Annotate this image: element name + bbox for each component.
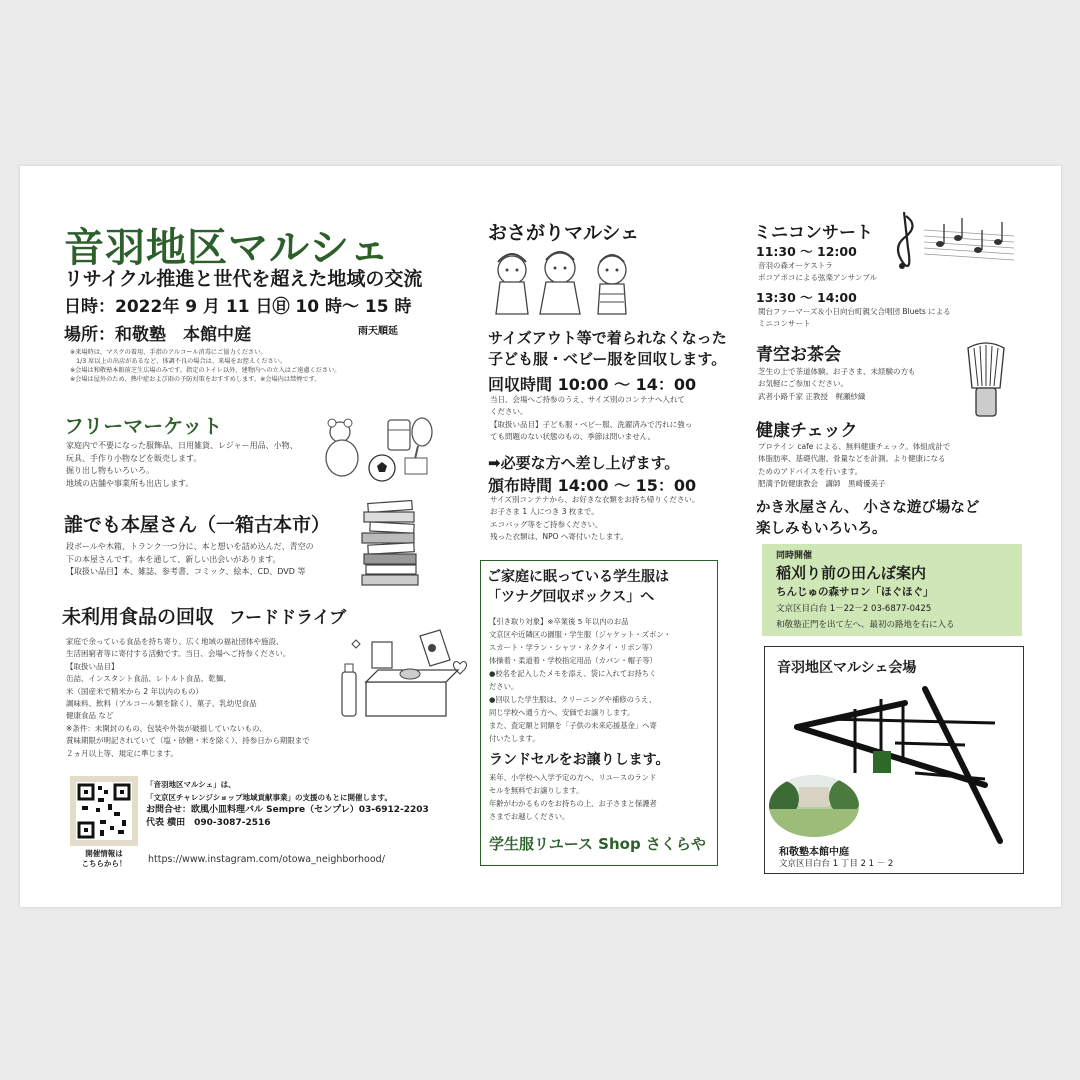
text-line: エコバッグ等をご持参ください。 <box>490 519 603 529</box>
health-heading: 健康チェック <box>756 421 858 441</box>
book-stack-illustration <box>360 500 422 586</box>
text-line: 文京区や近隣区の園服・学生服（ジャケット・ズボン・ <box>489 630 671 639</box>
notice-line: ※会場は屋外のため、熱中症および雨の予防対策をおすすめします。※会場内は禁煙です。 <box>70 376 321 383</box>
text-line: ※条件：未開封のもの、包装や外装が破損していないもの、 <box>66 723 267 733</box>
osagari-heading: おさがりマルシェ <box>488 222 640 244</box>
text-line: ても問題のない状態のもの、季節は問いません。 <box>490 432 656 442</box>
text-line: 関台ファーマーズ＆小日向台町親父合唱団 Bluets による <box>758 307 951 316</box>
svg-text:・: ・ <box>935 737 939 742</box>
event-date: 日時：2022年 9 月 11 日㊐ 10 時～ 15 時 <box>64 297 412 317</box>
children-illustration <box>488 248 638 320</box>
support-line: 「文京区チャレンジショップ地域貢献事業」の支援のもとに開催します。 <box>146 793 392 802</box>
notice-line: 1/3 席以上の出店があるなど、体調不良の場合は、来場をお控えください。 <box>70 358 287 365</box>
event-place: 場所：和敬塾 本館中庭 <box>64 325 251 345</box>
uniform-heading-line: 「ツナグ回収ボックス」へ <box>487 589 655 605</box>
text-line: 付いたします。 <box>489 734 540 743</box>
text-line: ２ヵ月以上等、規定に準じます。 <box>66 748 178 758</box>
books-text <box>66 541 366 579</box>
text-line: 調味料、飲料（アルコール類を除く）、菓子、乳幼児食品 <box>66 699 257 709</box>
text-line: 残った衣類は、NPO へ寄付いたします。 <box>490 532 628 542</box>
instagram-url[interactable]: https://www.instagram.com/otowa_neighborhood/ <box>148 854 385 865</box>
food-box-illustration <box>332 624 472 720</box>
text-line: 肥満予防健康教会 講師 黒崎優美子 <box>758 479 886 489</box>
concert-heading: ミニコンサート <box>754 223 873 243</box>
concert-time-2: 13:30 ～ 14:00 <box>756 290 857 305</box>
contact-line: 代表 横田 090-3087-2516 <box>146 818 271 828</box>
tanbo-sub: ちんじゅの森サロン「ほぐほぐ」 <box>776 586 934 598</box>
map-heading: 音羽地区マルシェ会場 <box>777 660 917 676</box>
food-heading-main: 未利用食品の回収 <box>62 606 215 628</box>
support-line: 「音羽地区マルシェ」は、 <box>146 780 236 789</box>
text-line: 当日、会場へご持参のうえ、サイズ別のコンテナへ入れて <box>490 395 685 404</box>
contact-line: お問合せ：欧風小皿料理バル Sempre（センプレ）03-6912-2203 <box>146 805 429 815</box>
notice-line: ※会場は和敬塾本館前芝生広場のみです。指定のトイレ以外、建物内への立入はご遠慮ください。 <box>70 367 341 374</box>
text-line: ●回収した学生服は、クリーニングや補修のうえ、 <box>489 695 657 704</box>
text-line: 【取扱い品目】本、雑誌、参考書、コミック、絵本、CD、DVD 等 <box>66 567 306 576</box>
text-line: 楽しみもいろいろ。 <box>756 521 887 537</box>
randsel-heading: ランドセルをお譲りします。 <box>489 752 670 768</box>
concert-text-2 <box>758 306 1018 331</box>
text-line: 【取扱い品目】 <box>66 661 119 671</box>
flyer-paper <box>20 166 1061 907</box>
text-line: さまでお越しください。 <box>489 812 570 821</box>
text-line: お気軽にご参加ください。 <box>758 379 848 389</box>
text-line: スカート・学ラン・シャツ・ネクタイ・リボン等） <box>489 643 657 652</box>
text-line: 家庭で余っている食品を持ち寄り、広く地域の福祉団体や施設、 <box>66 637 284 646</box>
text-line: ください。 <box>490 407 528 417</box>
rain-note: 雨天順延 <box>358 326 398 337</box>
text-line: 下の本屋さんです。本を通して、新しい出会いがあります。 <box>66 554 281 564</box>
map-address: 文京区目白台 1 丁目 2 1 － 2 <box>779 859 894 869</box>
lead-line: 子ども服・ベビー服を回収します。 <box>488 350 727 368</box>
text-line: また、査定額と同額を「子供の未来応援基金」へ寄 <box>489 721 657 730</box>
uniform-text <box>489 615 715 745</box>
toys-illustration <box>320 410 440 488</box>
text-line: サイズ別コンテナから、お好きな衣類をお持ち帰りください。 <box>490 495 700 504</box>
food-heading-sub: フードドライブ <box>228 608 347 628</box>
text-line: 【取扱い品目】子ども服・ベビー服、洗濯済みで汚れに強っ <box>490 419 693 429</box>
text-line: 家庭内で不要になった服飾品、日用雑貨、レジャー用品、小物、 <box>66 441 298 450</box>
text-line: 米（国産米で精米から 2 年以内のもの） <box>66 686 204 696</box>
text-line: 芝生の上で茶道体験。お子さま、未経験の方も <box>758 367 916 376</box>
tanbo-directions: 和敬塾正門を出て左へ、最初の路地を右に入る <box>776 620 955 630</box>
food-text <box>66 636 366 760</box>
text-line: プロテイン cafe による、無料健康チェック。体組成計で <box>758 442 951 451</box>
qr-caption-line: 開催情報は <box>85 849 123 858</box>
distribution-time: 頒布時間 14:00 ～ 15：00 <box>488 476 697 495</box>
concert-text-1 <box>758 260 1008 285</box>
lead-line: サイズアウト等で着られなくなった <box>488 329 727 347</box>
venue-photo <box>769 775 859 837</box>
text-line: ●校名を記入したメモを添え、袋に入れてお持ちく <box>489 669 657 678</box>
text-line: 地域の店舗や事業所も出店します。 <box>66 478 194 488</box>
concert-time-1: 11:30 ～ 12:00 <box>756 244 857 259</box>
venue-map-box <box>764 646 1024 874</box>
tea-heading: 青空お茶会 <box>756 345 841 365</box>
flyer-subtitle: リサイクル推進と世代を超えた地域の交流 <box>64 268 423 290</box>
text-line: 生活困窮者等に寄付する活動です。当日、会場へご持参ください。 <box>66 649 291 659</box>
text-line: 【引き取り対象】※卒業後 5 年以内のお品 <box>489 617 629 626</box>
collect-time: 回収時間 10:00 ～ 14：00 <box>488 375 697 394</box>
collect-text <box>490 394 730 444</box>
qr-code[interactable] <box>70 776 138 846</box>
uniform-box <box>480 560 718 866</box>
support-info <box>146 778 429 830</box>
flea-heading: フリーマーケット <box>64 414 223 438</box>
notice-line: ※来場時は、マスクの着用、手指のアルコール消毒にご協力ください。 <box>70 349 267 356</box>
text-line: 武者小路千家 正教授 梶瀬紗織 <box>758 391 866 401</box>
books-heading: 誰でも本屋さん（一箱古本市） <box>64 514 331 536</box>
tanbo-heading: 稲刈り前の田んぼ案内 <box>776 564 927 582</box>
tea-text <box>758 366 968 403</box>
uniform-shop-name: 学生服リユース Shop さくらや <box>489 835 706 853</box>
give-away-text: ➡必要な方へ差し上げます。 <box>488 454 680 472</box>
flyer-title: 音羽地区マルシェ <box>64 225 391 271</box>
text-line: ミニコンサート <box>758 319 811 329</box>
text-line: 掘り出し物もいろいろ。 <box>66 466 154 475</box>
svg-text:・: ・ <box>935 709 939 714</box>
text-line: お子さま 1 人につき 3 枚まで。 <box>490 507 599 517</box>
flea-text <box>66 440 346 490</box>
text-line: 健康食品 など <box>66 711 114 721</box>
text-line: ださい。 <box>489 682 519 691</box>
text-line: 体脂肪率、基礎代謝、骨量などを計測。より健康になる <box>758 454 946 464</box>
tanbo-address: 文京区目白台 1－22－2 03-6877-0425 <box>776 604 932 614</box>
map-caption: 和敬塾本館中庭 <box>779 847 849 858</box>
text-line: ポコアポコによる弦楽アンサンブル <box>758 273 878 283</box>
distribution-text <box>490 494 730 544</box>
health-text <box>758 441 1028 491</box>
tanbo-box <box>762 544 1022 636</box>
qr-caption-line: こちらから！ <box>81 859 127 868</box>
food-heading <box>62 602 346 629</box>
tea-whisk-icon <box>964 340 1008 420</box>
tanbo-tag: 同時開催 <box>776 551 813 561</box>
text-line: ためのアドバイスを行います。 <box>758 466 863 476</box>
text-line: 年齢がわかるものをお持ちの上、お子さまと保護者 <box>489 799 657 808</box>
uniform-heading <box>487 567 669 607</box>
osagari-lead <box>488 328 727 370</box>
text-line: セルを無料でお譲りします。 <box>489 786 584 795</box>
kakigori-text <box>756 498 979 540</box>
text-line: 体操着・柔道着・学校指定用品（カバン・帽子等） <box>489 656 657 665</box>
text-line: 段ボールや木箱、トランク一つ分に、本と想いを詰め込んだ、青空の <box>66 542 314 551</box>
text-line: 同じ学校へ通う方へ、安価でお譲りします。 <box>489 708 635 717</box>
text-line: 玩具、手作り小物などを販売します。 <box>66 453 202 463</box>
uniform-heading-line: ご家庭に眠っている学生服は <box>487 569 669 585</box>
text-line: かき氷屋さん、 小さな遊び場など <box>756 500 980 516</box>
text-line: 音羽の森オーケストラ <box>758 261 833 270</box>
notice-list <box>70 348 430 384</box>
randsel-text <box>489 771 715 823</box>
text-line: 賞味期限が明記されていて（塩・砂糖・米を除く）、持参日から期限まで <box>66 736 310 746</box>
text-line: 缶詰、インスタント食品、レトルト食品、乾麺、 <box>66 674 231 684</box>
qr-caption <box>70 849 138 869</box>
text-line: 来年、小学校へ入学予定の方へ、リユースのランド <box>489 773 657 782</box>
